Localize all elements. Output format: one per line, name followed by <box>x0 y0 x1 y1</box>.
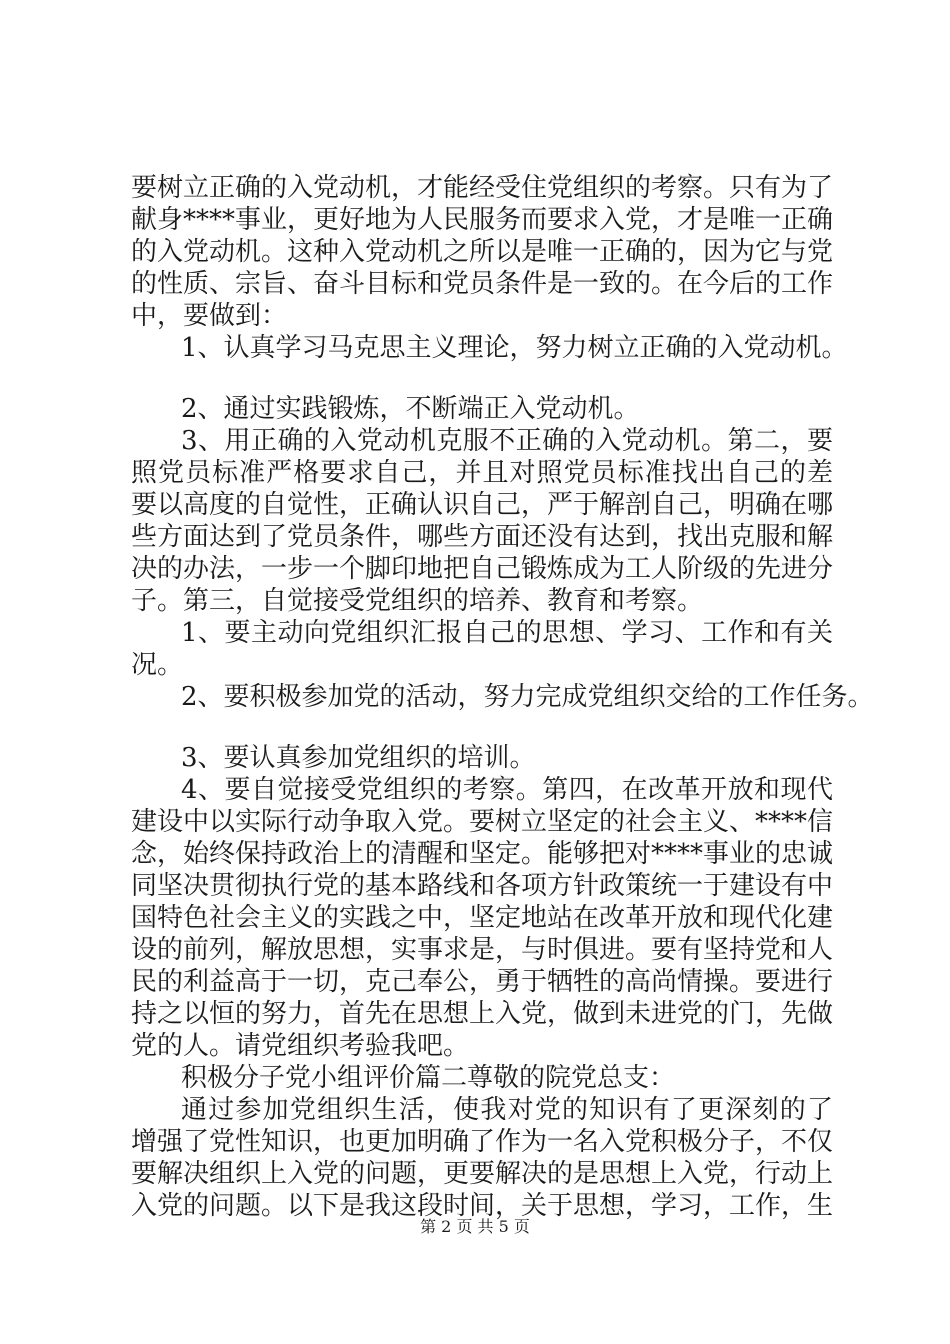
text-line: 党的人。请党组织考验我吧。 <box>131 1031 470 1061</box>
text-line: 通过参加党组织生活，使我对党的知识有了更深刻的了 <box>181 1095 833 1125</box>
document-body <box>131 172 874 1222</box>
text-line: 1、要主动向党组织汇报自己的思想、学习、工作和有关 <box>181 618 833 648</box>
text-line: 设的前列，解放思想，实事求是，与时俱进。要有坚持党和人 <box>131 935 833 965</box>
text-line: 的性质、宗旨、奋斗目标和党员条件是一致的。在今后的工作 <box>131 269 833 299</box>
text-line: 积极分子党小组评价篇二尊敬的院党总支： <box>181 1063 676 1093</box>
text-line: 国特色社会主义的实践之中，坚定地站在改革开放和现代化建 <box>131 903 833 933</box>
text-line: 4、要自觉接受党组织的考察。第四，在改革开放和现代 <box>181 775 833 805</box>
text-line: 况。 <box>131 650 184 680</box>
text-line: 3、用正确的入党动机克服不正确的入党动机。第二，要 <box>181 426 833 456</box>
text-line: 些方面达到了党员条件，哪些方面还没有达到，找出克服和解 <box>131 522 833 552</box>
text-line: 念，始终保持政治上的清醒和坚定。能够把对****事业的忠诚 <box>131 839 833 869</box>
text-line: 建设中以实际行动争取入党。要树立坚定的社会主义、****信 <box>131 807 833 837</box>
text-line: 增强了党性知识，也更加明确了作为一名入党积极分子，不仅 <box>131 1127 833 1157</box>
text-line: 2、要积极参加党的活动，努力完成党组织交给的工作任务。 <box>181 682 874 712</box>
text-line: 中，要做到： <box>131 301 288 331</box>
text-line: 2、通过实践锻炼，不断端正入党动机。 <box>181 394 640 424</box>
text-line: 1、认真学习马克思主义理论，努力树立正确的入党动机。 <box>181 333 848 363</box>
text-line: 民的利益高于一切，克己奉公，勇于牺牲的高尚情操。要进行 <box>131 967 833 997</box>
text-line: 同坚决贯彻执行党的基本路线和各项方针政策统一于建设有中 <box>131 871 833 901</box>
text-line: 要解决组织上入党的问题，更要解决的是思想上入党，行动上 <box>131 1159 833 1189</box>
text-line: 要以高度的自觉性，正确认识自己，严于解剖自己，明确在哪 <box>131 490 833 520</box>
text-line: 3、要认真参加党组织的培训。 <box>181 743 536 773</box>
text-line: 持之以恒的努力，首先在思想上入党，做到未进党的门，先做 <box>131 999 833 1029</box>
text-line: 的入党动机。这种入党动机之所以是唯一正确的，因为它与党 <box>131 237 833 267</box>
text-line: 献身****事业，更好地为人民服务而要求入党，才是唯一正确 <box>131 205 833 235</box>
text-line: 子。第三，自觉接受党组织的培养、教育和考察。 <box>131 586 704 616</box>
text-line: 入党的问题。以下是我这段时间，关于思想，学习，工作，生 <box>131 1191 833 1221</box>
text-line: 照党员标准严格要求自己，并且对照党员标准找出自己的差 <box>131 458 833 488</box>
page-number-footer: 第 2 页 共 5 页 <box>420 1217 530 1236</box>
text-line: 决的办法，一步一个脚印地把自己锻炼成为工人阶级的先进分 <box>131 554 833 584</box>
text-line: 要树立正确的入党动机，才能经受住党组织的考察。只有为了 <box>131 173 833 203</box>
